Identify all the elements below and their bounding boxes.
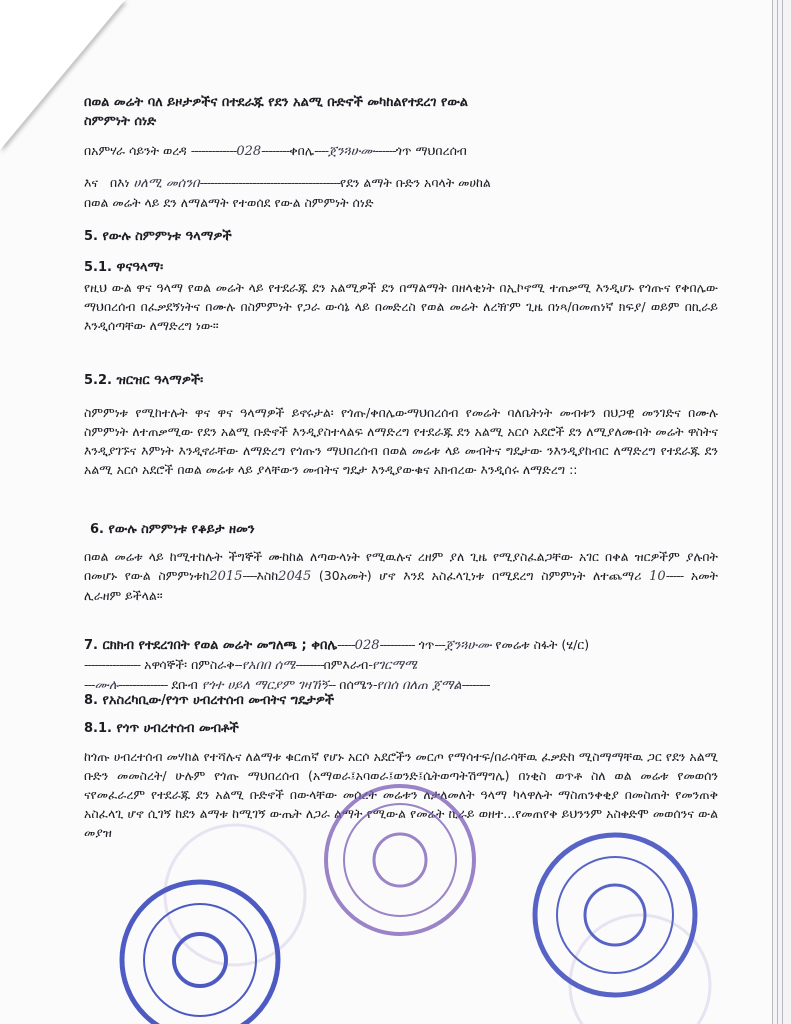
page-edge (777, 0, 778, 1024)
s7-kebele-handwritten: 028 (354, 638, 380, 653)
paragraph-5-1: የዚህ ውል ዋና ዓላማ የወል መሬት ላይ የተደራጁ ደን አልሚዎች ደን በማልማት በዘላቂነት በኢኮኖሚ ተጠቃሚ እንዲሆኑ የጎጡና የቀበሌው ማህበረሰብ በፈቃደኝነትና በሙሉ በስምምነት የጋራ ውሳኔ ላይ በመድረስ የወል መሬት ለረዥም ጊዜ በነጻ/በመጠነኛ ክፍያ/ ወይም በኪራይ እንዲሰጣቸው ለማድረግ ነው፡፡ (84, 280, 718, 333)
heading-8: 8. የአስረካቢው/የጎጥ ሀብረተሰብ መብትና ግዴታዎች (84, 693, 335, 708)
group-name-handwritten: ሀለሚ መሰንበ (133, 176, 200, 191)
paragraph-6: በወል መሬቱ ላይ ከሚተከሉት ችግኞች ሙከከል ለጣውላነት የሚዉሉና ረዘም ያለ ጊዜ የሚያስፈልጋቸው አገር በቀል ዝርዎችም ያሉበት በመሆኑ የውል ስምምነቱከ2015----እስከ2045 (30አመት) ሆኖ እንደ አስፈላጊነቱ በሚደረግ ስምምነት ለተጨማሪ 10----- አመት ሊራዘም ይችላል፡፡ (84, 549, 718, 603)
page-edge (782, 0, 783, 1024)
north-neighbor-handwritten: የበሰ በለጠ ጀማል (376, 678, 462, 693)
west-neighbor-cont-handwritten: ሙሉ (94, 678, 119, 693)
group-line: እና በእነ ሀለሚ መሰንበ----------------------------------------የደን ልማት ቡድን አባላት መሀከል በወል መሬት ላይ ደን ለማልማት የተወሰደ የውል ስምምነት ሰነድ (84, 175, 491, 210)
woreda-handwritten: 028 (236, 144, 262, 159)
heading-8-1: 8.1. የጎጥ ሀብረተሰብ መብቶች (84, 721, 239, 736)
paragraph-8-1: ከጎጡ ሀብረተሰብ መሃከል የተሻሉና ለልማቱ ቁርጠኛ የሆኑ አርሶ አደሮችን መርጦ የማሳተፍ/በራሳቸዉ ፈቃድከ ሚስማማቸዉ ጋር የደን አልሚ ቡድን መመስረት/ ሁሉም የጎጡ ማህበረሰብ (አማወራ፤አባወራ፤ወንድ፤ሴትወጣትሽማግሌ) በነቂስ ወጥቶ ስለ ወል መሬቱ የመወሰን ናየመፈራረም የተደራጁ ደን አልሚ ቡድኖች በውላቸው መሰረት መሬቱን ለታለመለት ዓላማ ካላዋሉት ማስጠንቀቂያ በመስጠት የመንጠቅ አስፈላጊ ሆኖ ሲገኝ ከደን ልማቱ ከሚገኝ ውጤት ለጋራ ልማት የሚውል የመሬት ኪራይ ወዘተ...የመጠየቅ ይህንንም አስቀድሞ መወሰንና ውል መያዝ (84, 749, 718, 840)
east-neighbor-handwritten: የአበበ ሰሜ (241, 658, 296, 673)
extension-years-handwritten: 10 (649, 569, 666, 584)
start-year-handwritten: 2015 (209, 569, 243, 584)
paragraph-5-2: ስምምነቱ የሚከተሉት ዋና ዋና ዓላማዎች ይኖሩታል፡ የጎጡ/ቀበሌውማህበረሰብ የመሬት ባለቤትነት መብቱን በህጋዊ መንገድና በሙሉ ስምምነት ለተጠቃሚው የደን አልሚ ቡድኖች እንዲያስተላልፍ ለማድረግ የተደራጁ ደን አልሚ አርሶ አደሮች ደን ለሚያለሙበት መሬት ዋስትና እንዲያገኙና እምነት እንዲኖራቸው ለማድረግ የጎጡን ማህበረሰብ በወል መሬቱ ላይ መብትና ግዴታው ንእንዲያከብር ለማድረግ የተደራጁ ደን አልሚ አርሶ አደሮች በወል መሬቱ ላይ ያላቸውን መብትና ግዴታ እንዲያውቁና አክብረው እንዲሰሩ ለማድረግ :: (84, 405, 718, 477)
page-edge (772, 0, 773, 1024)
west-neighbor-handwritten: የገርማሜ (371, 658, 418, 673)
heading-5-1: 5.1. ዋናዓላማ፡ (84, 260, 164, 275)
s7-got-handwritten: ጀንጓሁሙ (444, 638, 492, 653)
heading-6: 6. የውሉ ስምምነቱ የቆይታ ዘመን (90, 522, 255, 537)
section-7: 7. ርክክብ የተደረገበት የወል መሬት መግለጫ ; ቀበሌ-----028---------- ጎጥ---ጀንጓሁሙ የመሬቱ ስፋት (ሄ/ር) ---------------- አዋሳኞች፡ በምስራቅ--የአበበ ሰሜ--------በምእራብ-የገርማሜ ---ሙሉ-------------- ደቡብ የጎተ ሀይለ ማርያም ገዛኸኝ-- በሰሜን-የበሰ በለጠ ጀማል-------- (84, 637, 590, 693)
heading-5-2: 5.2. ዝርዝር ዓላማዎች፡ (84, 373, 204, 388)
south-neighbor-handwritten: የጎተ ሀይለ ማርያም ገዛኸኝ (201, 678, 329, 693)
document-title: በወል መሬት ባለ ይዞታዎችና በተደራጁ የደን አልሚ ቡድኖች መካከልየተደረገ የውል ስምምነት ሰነድ (84, 95, 469, 129)
end-year-handwritten: 2045 (278, 569, 312, 584)
heading-5: 5. የውሉ ስምምነቱ ዓላማዎች (84, 229, 232, 244)
kebele-handwritten: ጀንጓሁሙ (328, 144, 375, 159)
woreda-line: በአምሃራ ሳይንት ወረዳ -------------028--------ቀበሌ----ጀንጓሁሙ------ጎጥ ማህበረሰብ (84, 143, 467, 159)
